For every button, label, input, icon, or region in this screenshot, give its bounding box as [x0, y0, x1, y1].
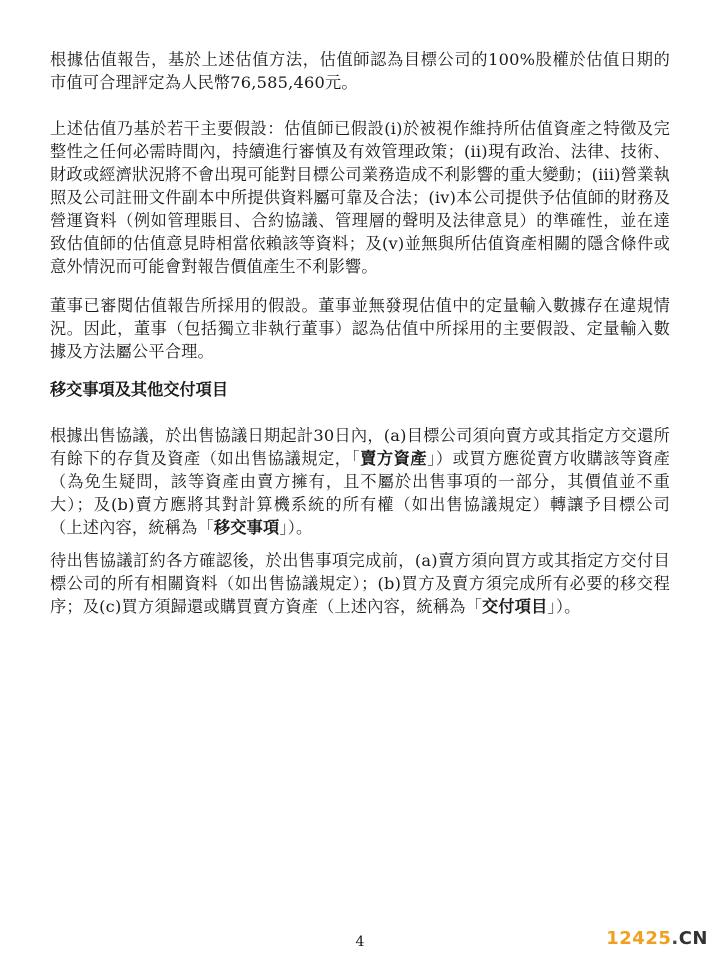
handover-text-2: 」）或買方應從賣方收購該等資產（為免生疑問，該等資產由賣方擁有，且不屬於出售事項的一部分，其價值並不重大）；及(b)賣方應將其對計算機系統的所有權（如出售協議規定）轉讓予目標公司（上述內容，統稱為「	[50, 449, 670, 537]
handover-text-1: 根據出售協議，於出售協議日期起計30日內，(a)目標公司須向賣方或其指定方交還所有餘下的存貨及資產（如出售協議規定，「	[50, 426, 670, 468]
section-heading: 移交事項及其他交付項目	[50, 380, 229, 399]
valuation-assumptions-paragraph: 上述估值乃基於若干主要假設：估值師已假設(i)於被視作維持所估值資產之特徵及完整性之任何必需時間內，持續進行審慎及有效管理政策；(ii)現有政治、法律、技術、財政或經濟狀況將不會出現可能對目標公司業務造成不利影響的重大變動；(iii)營業執照及公司註冊文件副本中所提供資料屬可靠及合法；(iv)本公司提供予估值師的財務及營運資料（例如管理賬目、合約協議、管理層的聲明及法律意見）的準確性，並在達致估值師的估值意見時相當依賴該等資料；及(v)並無與所估值資產相關的隱含條件或意外情況而可能會對報告價值產生不利影響。	[50, 119, 670, 276]
watermark-dot: .	[671, 928, 679, 949]
page-number: 4	[355, 934, 365, 950]
defined-term-vendor-assets: 賣方資產	[360, 449, 428, 468]
delivery-text-2: 」）。	[547, 597, 581, 616]
watermark-number: 12425	[606, 928, 672, 949]
defined-term-delivery-items: 交付項目	[481, 597, 548, 616]
watermark-tld: CN	[678, 928, 708, 949]
site-watermark-logo	[606, 928, 708, 950]
defined-term-handover-matters: 移交事項	[213, 518, 280, 537]
delivery-text-1: 待出售協議訂約各方確認後，於出售事項完成前，(a)賣方須向買方或其指定方交付目標公司的所有相關資料（如出售協議規定）；(b)買方及賣方須完成所有必要的移交程序；及(c)買方須歸還或購買賣方資產（上述內容，統稱為「	[50, 551, 670, 616]
valuation-result-paragraph: 根據估值報告，基於上述估值方法，估值師認為目標公司的100%股權於估值日期的市值可合理評定為人民幣76,585,460元。	[50, 50, 670, 92]
delivery-paragraph	[50, 549, 670, 618]
directors-review-paragraph: 董事已審閱估值報告所採用的假設。董事並無發現估值中的定量輸入數據存在違規情況。因此，董事（包括獨立非執行董事）認為估值中所採用的主要假設、定量輸入數據及方法屬公平合理。	[50, 296, 670, 361]
handover-text-3: 」）。	[279, 518, 313, 537]
handover-paragraph	[50, 424, 670, 539]
